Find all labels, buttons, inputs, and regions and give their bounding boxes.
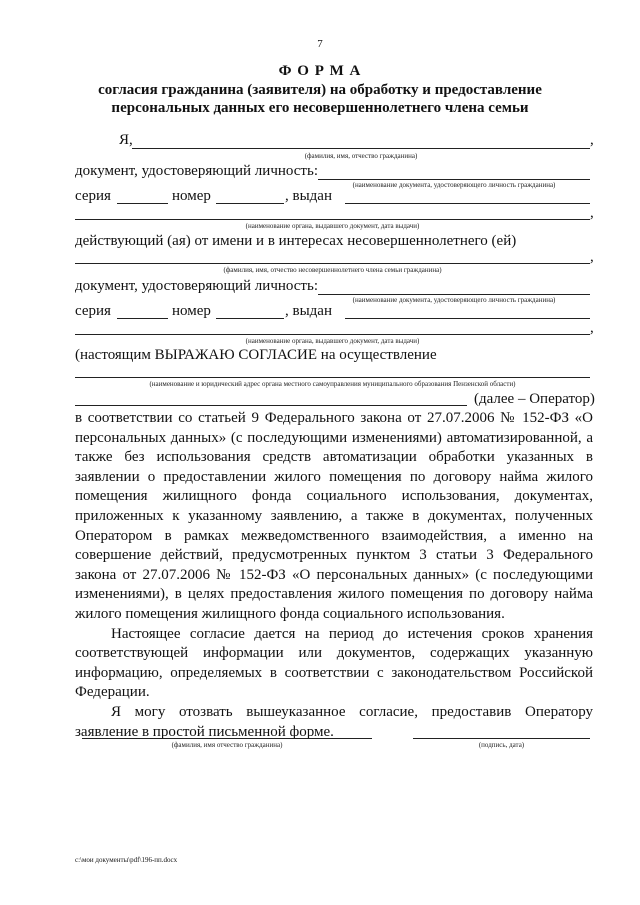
comma: , bbox=[590, 132, 594, 148]
document-name-field-2[interactable] bbox=[318, 294, 590, 295]
number-label-2: номер bbox=[172, 303, 211, 319]
issued-by-field[interactable] bbox=[345, 203, 590, 204]
form-subtitle-line1: согласия гражданина (заявителя) на обработку и предоставление bbox=[98, 82, 542, 98]
body-paragraph-3: Я могу отозвать вышеуказанное согласие, предоставив Оператору заявление в простой письменной форме. bbox=[75, 703, 593, 740]
document-label: документ, удостоверяющий личность: bbox=[75, 163, 318, 179]
issued-label: , выдан bbox=[285, 188, 332, 204]
comma: , bbox=[590, 249, 594, 265]
series-label-2: серия bbox=[75, 303, 111, 319]
caption-fio-minor: (фамилия, имя, отчество несовершеннолетнего члена семьи гражданина) bbox=[223, 266, 442, 274]
caption-issuer-2: (наименование органа, выдавшего документ, дата выдачи) bbox=[245, 337, 420, 345]
caption-issuer: (наименование органа, выдавшего документ, дата выдачи) bbox=[245, 222, 420, 230]
caption-fio-citizen: (фамилия, имя, отчество гражданина) bbox=[304, 152, 418, 160]
number-field[interactable] bbox=[216, 203, 284, 204]
authority-field-2[interactable] bbox=[75, 405, 467, 406]
caption-signature-fio: (фамилия, имя отчество гражданина) bbox=[171, 741, 283, 749]
number-field-2[interactable] bbox=[216, 318, 284, 319]
document-name-field[interactable] bbox=[318, 179, 590, 180]
comma: , bbox=[590, 205, 594, 221]
caption-signature-date: (подпись, дата) bbox=[478, 741, 525, 749]
consent-body bbox=[75, 409, 593, 742]
caption-authority: (наименование и юридический адрес органа местного самоуправления муниципального образования Пензенской области) bbox=[149, 380, 516, 388]
acting-label: действующий (ая) от имени и в интересах несовершеннолетнего (ей) bbox=[75, 233, 517, 249]
citizen-fio-field[interactable] bbox=[132, 148, 590, 149]
comma: , bbox=[590, 320, 594, 336]
issued-by-field-2[interactable] bbox=[345, 318, 590, 319]
operator-label: (далее – Оператор) bbox=[474, 391, 595, 407]
signature-fio-field[interactable] bbox=[82, 738, 372, 739]
series-field-2[interactable] bbox=[117, 318, 168, 319]
page-number: 7 bbox=[317, 38, 323, 50]
series-field[interactable] bbox=[117, 203, 168, 204]
issued-label-2: , выдан bbox=[285, 303, 332, 319]
caption-document-name: (наименование документа, удостоверяющего личность гражданина) bbox=[352, 181, 556, 189]
form-subtitle-line2: персональных данных его несовершеннолетнего члена семьи bbox=[111, 100, 529, 116]
authority-field[interactable] bbox=[75, 377, 590, 378]
body-paragraph-2: Настоящее согласие дается на период до истечения сроков хранения соответствующей информации или документов, содержащих указанную информацию, определяемых в соответствии с законодательством Российской Федерации. bbox=[75, 625, 593, 701]
issuer-field[interactable] bbox=[75, 219, 590, 220]
consent-label: (настоящим ВЫРАЖАЮ СОГЛАСИЕ на осуществление bbox=[75, 347, 437, 363]
document-label-2: документ, удостоверяющий личность: bbox=[75, 278, 318, 294]
file-path: c:\мои документы\pdf\196-пп.docx bbox=[75, 856, 178, 864]
body-paragraph-1: в соответствии со статьей 9 Федерального закона от 27.07.2006 № 152-ФЗ «О персональных данных» (с последующими изменениями) автоматизированной, а также без использования средств автоматизации обработки указанных в заявлении о предоставлении жилого помещения по договору найма жилого помещения жилищного фонда социального использования, документах, приложенных к указанному заявлению, а также в документах, полученных Оператором в рамках межведомственного взаимодействия, а именно на совершение действий, предусмотренных пунктом 3 статьи 3 Федерального закона от 27.07.2006 № 152-ФЗ «О персональных данных» (с последующими изменениями), в целях предоставления жилого помещения по договору найма жилого помещения жилищного фонда социального использования. bbox=[75, 410, 593, 622]
number-label: номер bbox=[172, 188, 211, 204]
ya-label: Я, bbox=[119, 132, 133, 148]
issuer-field-2[interactable] bbox=[75, 334, 590, 335]
signature-date-field[interactable] bbox=[413, 738, 590, 739]
minor-fio-field[interactable] bbox=[75, 263, 590, 264]
form-title: Ф О Р М А bbox=[278, 63, 362, 79]
series-label: серия bbox=[75, 188, 111, 204]
caption-document-name-2: (наименование документа, удостоверяющего личность гражданина) bbox=[352, 296, 556, 304]
